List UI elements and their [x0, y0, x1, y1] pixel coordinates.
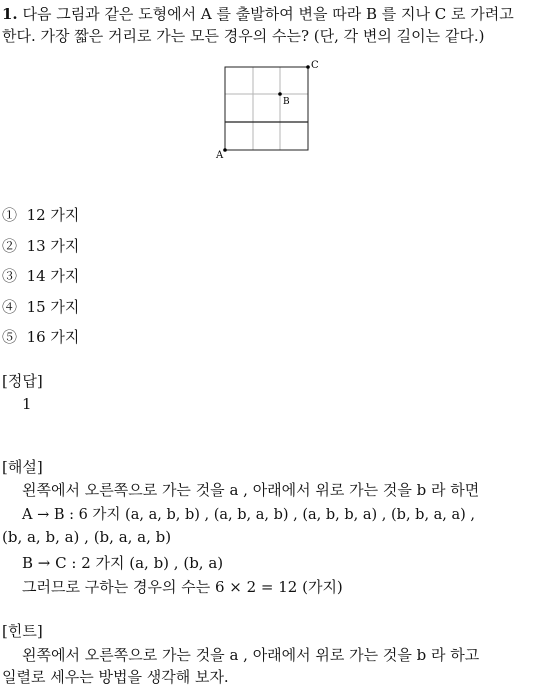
- explanation-line-4: B → C : 2 가지 (a, b) , (b, a): [22, 554, 224, 572]
- point-b: [278, 92, 282, 96]
- explanation-line-5: 그러므로 구하는 경우의 수는 6 × 2 = 12 (가지): [22, 578, 343, 596]
- option-marker: ①: [2, 206, 18, 224]
- option-1[interactable]: [2, 204, 79, 225]
- question-text-2: 한다. 가장 짧은 거리로 가는 모든 경우의 수는? (단, 각 변의 길이는 같다.): [2, 27, 485, 45]
- option-text: 12 가지: [26, 206, 80, 224]
- option-text: 16 가지: [26, 328, 80, 346]
- answer-label: [정답]: [2, 372, 43, 390]
- explanation-line-3: (b, a, b, a) , (b, a, a, b): [2, 528, 172, 546]
- option-marker: ④: [2, 298, 18, 316]
- option-marker: ③: [2, 267, 18, 285]
- explanation-line-2: A → B : 6 가지 (a, a, b, b) , (a, b, a, b) , (a, b, b, a) , (b, b, a, a) ,: [22, 507, 476, 523]
- option-3[interactable]: [2, 265, 79, 286]
- question-line-1: [2, 3, 532, 24]
- point-c: [306, 65, 310, 69]
- option-marker: ②: [2, 237, 18, 255]
- hint-label: [힌트]: [2, 622, 43, 640]
- label-a: A: [216, 150, 224, 161]
- hint-line-2: 일렬로 세우는 방법을 생각해 보자.: [2, 668, 229, 686]
- option-2[interactable]: [2, 235, 79, 256]
- explanation-label: [해설]: [2, 458, 43, 476]
- option-text: 13 가지: [26, 237, 80, 255]
- option-marker: ⑤: [2, 328, 18, 346]
- question-number: 1.: [2, 5, 18, 23]
- label-b: B: [283, 97, 290, 107]
- explanation-line-1: 왼쪽에서 오른쪽으로 가는 것을 a , 아래에서 위로 가는 것을 b 라 하면: [22, 481, 480, 499]
- option-4[interactable]: [2, 296, 79, 317]
- grid-figure: [205, 55, 335, 165]
- label-c: C: [311, 60, 319, 71]
- question-text-1: 다음 그림과 같은 도형에서 A 를 출발하여 변을 따라 B 를 지나 C 로 가려고: [22, 5, 514, 23]
- option-5[interactable]: [2, 326, 79, 347]
- option-text: 15 가지: [26, 298, 80, 316]
- answer-value: 1: [22, 395, 32, 413]
- point-a: [223, 148, 227, 152]
- hint-line-1: 왼쪽에서 오른쪽으로 가는 것을 a , 아래에서 위로 가는 것을 b 라 하고: [22, 646, 480, 664]
- grid-outline: [225, 67, 308, 150]
- option-text: 14 가지: [26, 267, 80, 285]
